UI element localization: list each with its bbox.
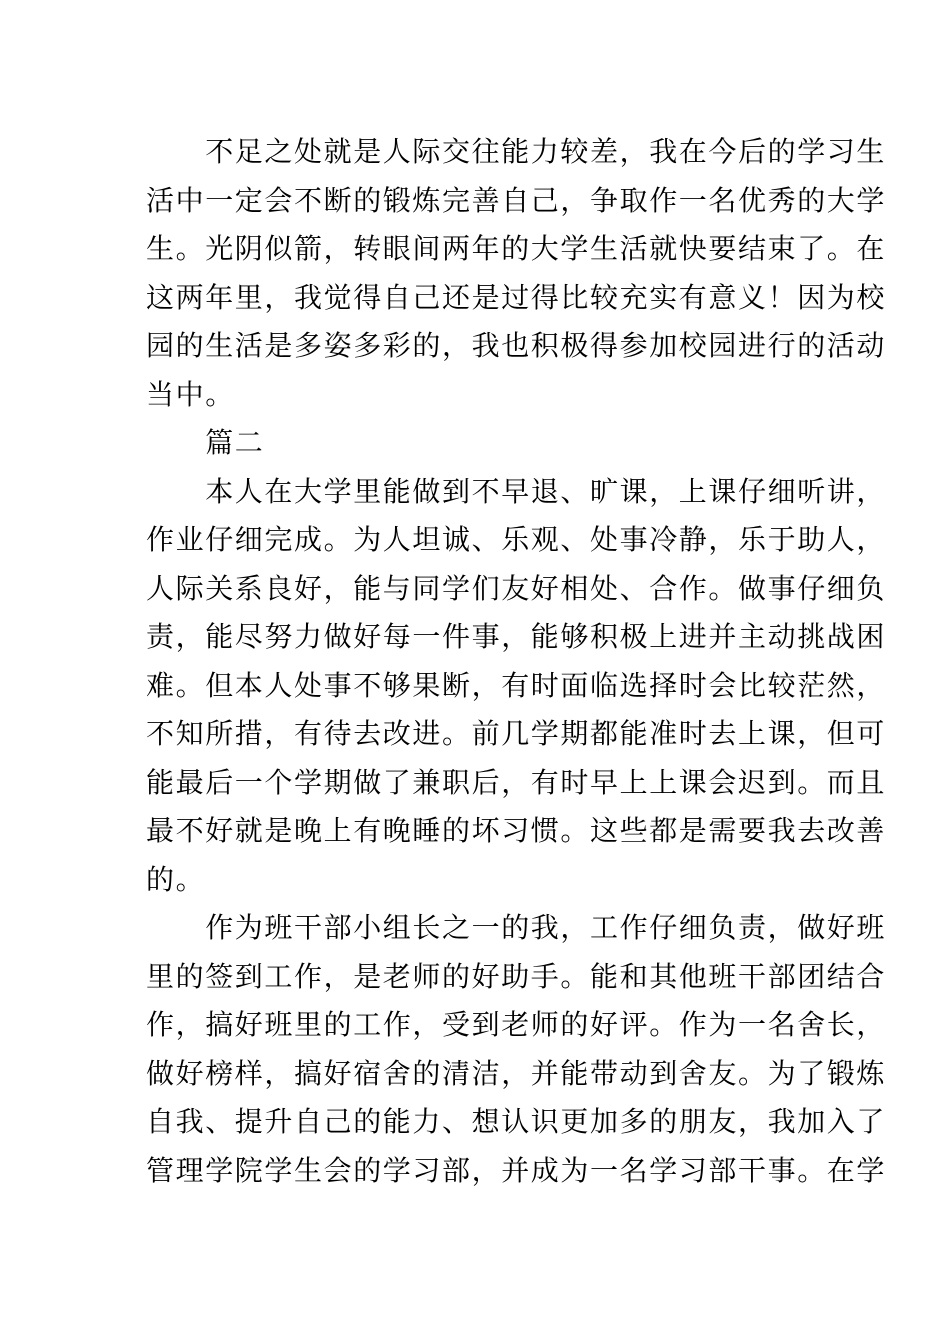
text-line: 责，能尽努力做好每一件事，能够积极上进并主动挑战困 bbox=[146, 620, 887, 653]
text-line: 作业仔细完成。为人坦诚、乐观、处事冷静，乐于助人， bbox=[146, 523, 887, 556]
text-line: 当中。 bbox=[146, 377, 235, 411]
text-line: 不知所措，有待去改进。前几学期都能准时去上课，但可 bbox=[146, 717, 887, 750]
text-line: 难。但本人处事不够果断，有时面临选择时会比较茫然， bbox=[146, 668, 887, 702]
text-line: 里的签到工作，是老师的好助手。能和其他班干部团结合 bbox=[146, 959, 887, 993]
text-line: 管理学院学生会的学习部，并成为一名学习部干事。在学 bbox=[146, 1153, 887, 1187]
text-line: 做好榜样，搞好宿舍的清洁，并能带动到舍友。为了锻炼 bbox=[146, 1056, 887, 1090]
text-line: 园的生活是多姿多彩的，我也积极得参加校园进行的活动 bbox=[146, 329, 887, 362]
text-line: 作为班干部小组长之一的我，工作仔细负责，做好班 bbox=[146, 911, 887, 944]
section-heading: 篇二 bbox=[146, 426, 265, 459]
text-line: 本人在大学里能做到不早退、旷课，上课仔细听讲， bbox=[146, 474, 887, 508]
text-line: 人际关系良好，能与同学们友好相处、合作。做事仔细负 bbox=[146, 571, 887, 605]
text-line: 作，搞好班里的工作，受到老师的好评。作为一名舍长， bbox=[146, 1008, 887, 1041]
text-line: 自我、提升自己的能力、想认识更加多的朋友，我加入了 bbox=[146, 1105, 887, 1138]
text-line: 这两年里，我觉得自己还是过得比较充实有意义！因为校 bbox=[146, 280, 887, 314]
text-line: 不足之处就是人际交往能力较差，我在今后的学习生 bbox=[146, 135, 887, 168]
text-line: 的。 bbox=[146, 862, 206, 896]
text-line: 能最后一个学期做了兼职后，有时早上上课会迟到。而且 bbox=[146, 765, 887, 799]
text-line: 最不好就是晚上有晚睡的坏习惯。这些都是需要我去改善 bbox=[146, 814, 887, 847]
text-line: 活中一定会不断的锻炼完善自己，争取作一名优秀的大学 bbox=[146, 183, 887, 217]
document-body bbox=[146, 128, 887, 1195]
text-line: 生。光阴似箭，转眼间两年的大学生活就快要结束了。在 bbox=[146, 232, 887, 265]
